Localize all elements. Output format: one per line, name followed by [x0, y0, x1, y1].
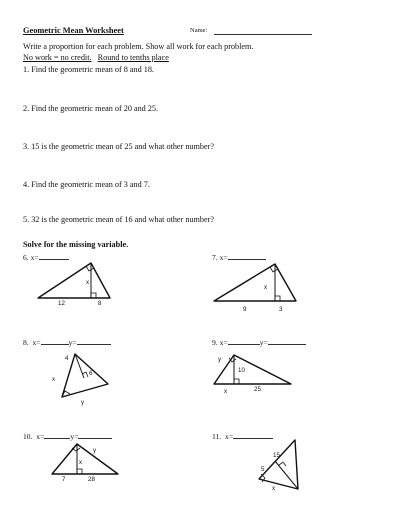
- problem-8-label: 8. x= y=: [23, 338, 111, 347]
- rounding-note: Round to tenths place: [97, 53, 169, 62]
- problem-11-label-x: x: [272, 485, 276, 492]
- problem-8-label-a: 4: [65, 355, 69, 362]
- problem-9-label-y: y: [218, 356, 222, 363]
- problem-7-label-b: 3: [279, 306, 283, 313]
- problem-9-label-x: x: [224, 388, 228, 395]
- question-4: 4. Find the geometric mean of 3 and 7.: [23, 180, 150, 189]
- problem-6-label-b: 8: [98, 300, 102, 307]
- instructions-line1: Write a proportion for each problem. Show all work for each problem.: [23, 42, 254, 51]
- problem-7-label-x: x: [264, 284, 268, 291]
- problem-10-label-b: 28: [88, 476, 95, 483]
- problem-7-label-a: 9: [243, 306, 247, 313]
- problem-9-label-b: 25: [254, 386, 261, 393]
- problem-11-label-b: 5: [261, 466, 265, 473]
- question-2: 2. Find the geometric mean of 20 and 25.: [23, 104, 159, 113]
- no-work-note: No work = no credit.: [23, 53, 92, 62]
- problem-6-label-a: 12: [58, 300, 65, 307]
- problem-10-label-a: 7: [62, 476, 66, 483]
- problem-10-label-x: x: [79, 459, 83, 466]
- question-3: 3. 15 is the geometric mean of 25 and what other number?: [23, 142, 214, 151]
- problem-10-label-y: y: [93, 447, 97, 454]
- problem-6-label-x: x: [86, 279, 90, 286]
- problem-8-label-y: y: [81, 399, 85, 406]
- worksheet-title: Geometric Mean Worksheet: [23, 26, 124, 35]
- problem-11-label: 11. x=: [212, 432, 273, 441]
- problem-6-label: 6. x=: [23, 253, 69, 262]
- name-label: Name:: [190, 27, 208, 34]
- section-title: Solve for the missing variable.: [23, 240, 129, 249]
- problem-9-label: 9. x= y=: [212, 338, 306, 347]
- problem-7-label: 7. x=: [212, 253, 266, 262]
- problem-8-label-b: 6: [89, 370, 93, 377]
- question-5: 5. 32 is the geometric mean of 16 and what other number?: [23, 215, 214, 224]
- problem-8-label-x: x: [52, 376, 56, 383]
- question-1: 1. Find the geometric mean of 8 and 18.: [23, 65, 154, 74]
- problem-11-label-a: 15: [273, 452, 280, 459]
- problem-9-label-a: 10: [238, 367, 245, 374]
- problem-10-label: 10. x= y=: [23, 432, 112, 441]
